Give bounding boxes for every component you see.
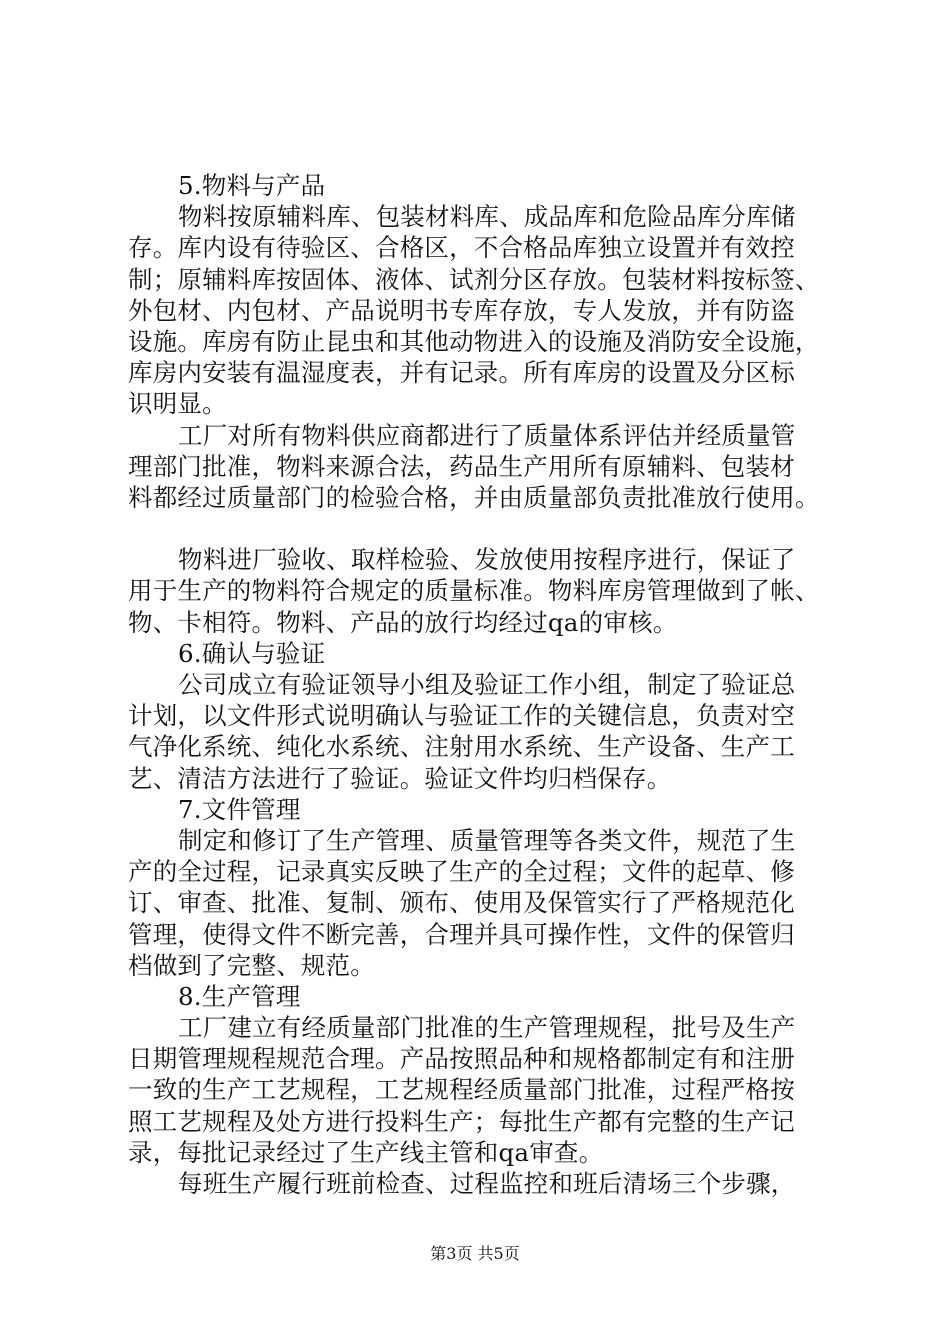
section-heading-materials: 5.物料与产品 [178,171,326,200]
paragraph-line: 气净化系统、纯化水系统、注射用水系统、生产设备、生产工 [128,732,795,762]
paragraph-line: 录，每批记录经过了生产线主管和qa审查。 [128,1137,604,1167]
paragraph-line: 制；原辅料库按固体、液体、试剂分区存放。包装材料按标签、 [128,264,820,294]
paragraph-line: 工厂建立有经质量部门批准的生产管理规程，批号及生产 [178,1013,796,1043]
section-heading-documents: 7.文件管理 [178,794,301,824]
paragraph-line: 物、卡相符。物料、产品的放行均经过qa的审核。 [128,607,678,637]
blank-line [128,513,848,544]
paragraph-line: 管理，使得文件不断完善，合理并具可操作性，文件的保管归 [128,919,795,949]
paragraph-line: 料都经过质量部门的检验合格，并由质量部负责批准放行使用。 [128,482,820,512]
page-number-footer: 第3页 共5页 [430,1244,520,1263]
paragraph-line: 用于生产的物料符合规定的质量标准。物料库房管理做到了帐、 [128,576,820,606]
paragraph-line: 外包材、内包材、产品说明书专库存放，专人发放，并有防盗 [128,295,795,325]
paragraph-line: 库房内安装有温湿度表，并有记录。所有库房的设置及分区标 [128,358,795,388]
paragraph-line: 理部门批准，物料来源合法，药品生产用所有原辅料、包装材 [128,451,795,481]
paragraph-line: 物料按原辅料库、包装材料库、成品库和危险品库分库储 [178,202,796,232]
paragraph-line: 订、审查、批准、复制、颁布、使用及保管实行了严格规范化 [128,888,795,918]
section-heading-validation: 6.确认与验证 [178,638,326,668]
paragraph-line: 工厂对所有物料供应商都进行了质量体系评估并经质量管 [178,420,796,450]
document-body [128,170,848,1199]
paragraph-line: 日期管理规程规范合理。产品按照品种和规格都制定有和注册 [128,1044,795,1074]
paragraph-line: 照工艺规程及处方进行投料生产；每批生产都有完整的生产记 [128,1106,795,1136]
paragraph-line: 存。库内设有待验区、合格区，不合格品库独立设置并有效控 [128,233,795,263]
paragraph-line: 识明显。 [128,389,227,419]
paragraph-line: 一致的生产工艺规程，工艺规程经质量部门批准，过程严格按 [128,1075,795,1105]
paragraph-line: 档做到了完整、规范。 [128,950,375,980]
section-heading-production: 8.生产管理 [178,981,301,1011]
paragraph-line: 每班生产履行班前检查、过程监控和班后清场三个步骤， [178,1169,796,1198]
paragraph-line: 制定和修订了生产管理、质量管理等各类文件，规范了生 [178,825,796,855]
paragraph-line: 公司成立有验证领导小组及验证工作小组，制定了验证总 [178,670,796,699]
paragraph-line: 计划，以文件形式说明确认与验证工作的关键信息，负责对空 [128,701,795,731]
paragraph-line: 设施。库房有防止昆虫和其他动物进入的设施及消防安全设施， [128,326,820,356]
paragraph-line: 艺、清洁方法进行了验证。验证文件均归档保存。 [128,763,672,793]
paragraph-line: 产的全过程，记录真实反映了生产的全过程；文件的起草、修 [128,857,795,887]
paragraph-line: 物料进厂验收、取样检验、发放使用按程序进行，保证了 [178,545,796,575]
